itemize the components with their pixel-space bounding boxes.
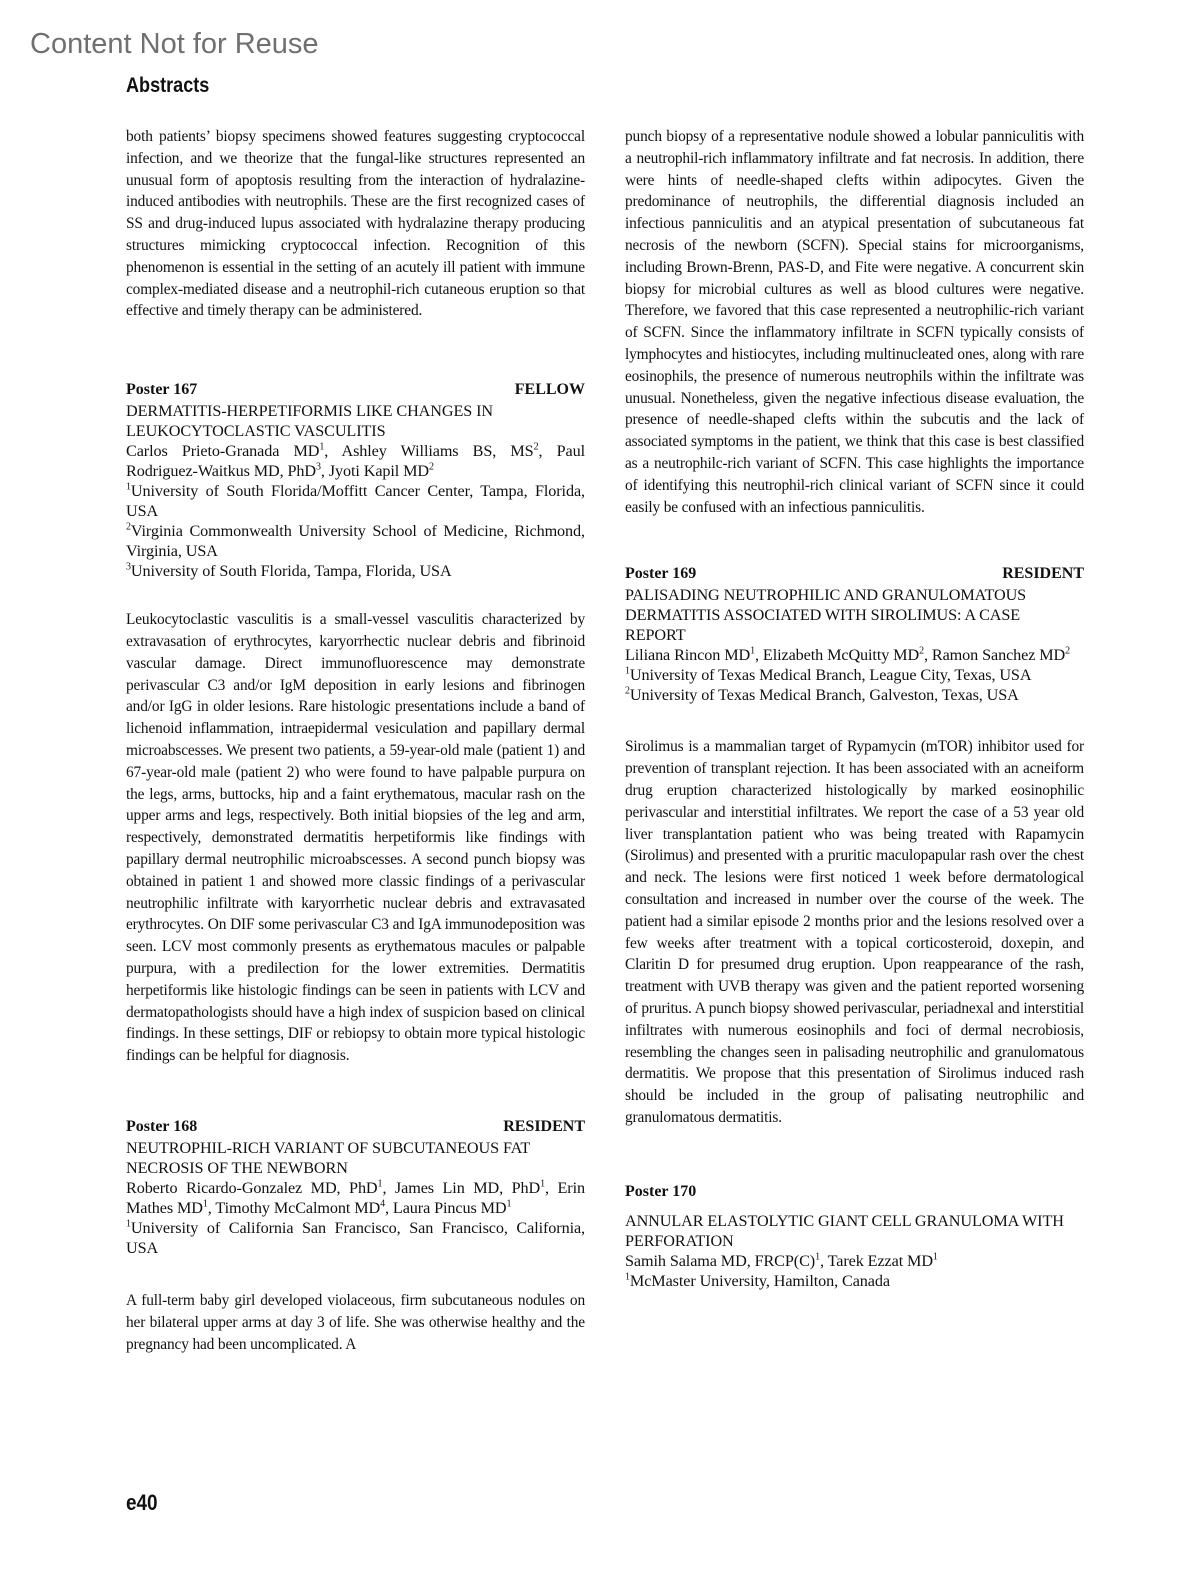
- abstract-text: Sirolimus is a mammalian target of Rypamycin (mTOR) inhibitor used for prevention of transplant rejection. It has been associated with an acneiform drug eruption characterized histologically by marked eosinophilic perivascular and interstitial infiltrates. We report the case of a 53 year old liver transplantation patient who was being treated with Rapamycin (Sirolimus) and presented with a pruritic maculopapular rash over the chest and neck. The lesions were first noticed 1 week before dermatological consultation and increased in number over the course of the week. The patient had a similar episode 2 months prior and the lesions resolved over a few weeks after treatment with a topical corticosteroid, doxepin, and Claritin D for presumed drug eruption. Upon reappearance of the rash, treatment with UVB therapy was given and the patient reported worsening of pruritus. A punch biopsy showed perivascular, periadnexal and interstitial infiltrates with numerous eosinophils and foci of dermal necrobiosis, resembling the changes seen in palisading neutrophilic and granulomatous dermatitis. We propose that this presentation of Sirolimus induced rash should be included in the group of palisating neutrophilic and granulomatous dermatitis.: [625, 738, 1084, 1126]
- author-affiliation-marker: 1: [319, 441, 325, 453]
- poster-number: Poster 167: [126, 381, 198, 399]
- section-heading: Abstracts: [126, 74, 210, 97]
- poster-title: PALISADING NEUTROPHILIC AND GRANULOMATOUS DERMATITIS ASSOCIATED WITH SIROLIMUS: A CASE REPORT: [625, 586, 1027, 645]
- affiliation-text: University of Texas Medical Branch, Galveston, Texas, USA: [629, 686, 1019, 705]
- affiliation-text: University of South Florida/Moffitt Cancer Center, Tampa, Florida, USA: [126, 482, 585, 521]
- author-name: Samih Salama MD, FRCP(C): [625, 1251, 816, 1270]
- author-affiliation-marker: 2: [533, 441, 539, 453]
- affiliation-text: McMaster University, Hamilton, Canada: [629, 1271, 890, 1290]
- affiliation: [625, 685, 1084, 705]
- author-name: Carlos Prieto-Granada MD: [126, 442, 320, 461]
- abstract-text: A full-term baby girl developed violaceous, firm subcutaneous nodules on her bilateral upper arms at day 3 of life. She was otherwise healthy and the pregnancy had been uncomplicated. A: [126, 1291, 585, 1353]
- author-affiliation-marker: 2: [429, 461, 434, 473]
- affiliation-text: Virginia Commonwealth University School of Medicine, Richmond, Virginia, USA: [126, 522, 585, 561]
- author-list: Carlos Prieto-Granada $MD^1$, Ashley Williams BS, $MS^2$, Paul Rodriguez-Waitkus MD, PhD$^3$, Jyoti Kapil $MD^2$: [126, 441, 586, 481]
- author-affiliation-marker: 1: [540, 1178, 545, 1190]
- watermark: Content Not for Reuse: [30, 28, 319, 60]
- poster-number: Poster 168: [126, 1117, 198, 1135]
- continued-paragraph: punch biopsy of a representative nodule showed a lobular panniculitis with a neutrophil-rich inflammatory infiltrate and fat necrosis. In addition, there were hints of needle-shaped clefts within adipocytes. Given the predominance of neutrophils, the differential diagnosis included an infectious panniculitis and an atypical presentation of subcutaneous fat necrosis of the newborn (SCFN). Special stains for microorganisms, including Brown-Brenn, PAS-D, and Fite were negative. A concurrent skin biopsy for microbial cultures as well as blood cultures were negative. Therefore, we favored that this case represented a neutrophilic-rich variant of SCFN. Since the inflammatory infiltrate in SCFN typically consists of lymphocytes and histiocytes, including multinucleated ones, along with rare eosinophils, the presence of numerous neutrophils within the infiltrate was unusual. Nonetheless, given the negative infectious disease evaluation, the presence of needle-shaped clefts within the subcutis and the lack of associated symptoms in the patient, we think that this case is best classified as a neutrophilc-rich variant of SCFN. This case highlights the importance of identifying this neutrophil-rich clinical variant of SCFN since it could easily be confused with an infectious panniculitis.: [625, 128, 1084, 516]
- affiliation-marker: 1: [126, 1218, 131, 1230]
- author-list: Samih Salama MD, $FRCP(C)^1$, Tarek Ezzat $MD^1$: [625, 1251, 938, 1270]
- author-affiliation-marker: 1: [750, 645, 755, 657]
- poster-168: [126, 1116, 585, 1355]
- author-affiliation-marker: 1: [202, 1198, 208, 1210]
- author-name: Liliana Rincon MD: [625, 646, 751, 665]
- poster-170: [625, 1181, 1084, 1291]
- author-name: Ashley Williams BS, MS: [341, 442, 534, 461]
- author-name: Roberto Ricardo-Gonzalez MD, PhD: [126, 1178, 378, 1197]
- author-list: Roberto Ricardo-Gonzalez MD, PhD$^1$, James Lin MD, PhD$^1$, Erin Mathes $MD^1$, Timothy McCalmont $MD^4$, Laura Pincus $MD^1$: [126, 1178, 585, 1217]
- page-number: e40: [126, 1490, 158, 1515]
- poster-category: FELLOW: [514, 381, 585, 399]
- affiliation-marker: 1: [625, 665, 630, 677]
- author-name: Timothy McCalmont MD: [215, 1198, 381, 1217]
- affiliation-list: [625, 665, 1084, 705]
- affiliation-marker: 1: [126, 481, 131, 493]
- affiliation: [625, 1271, 1084, 1291]
- affiliation: [126, 1218, 585, 1258]
- left-column: [126, 126, 585, 1355]
- right-column: [625, 126, 1084, 1291]
- author-affiliation-marker: 2: [1065, 645, 1071, 657]
- poster-header: [126, 1116, 585, 1137]
- author-name: Laura Pincus MD: [392, 1198, 507, 1217]
- poster-title: DERMATITIS-HERPETIFORMIS LIKE CHANGES IN LEUKOCYTOCLASTIC VASCULITIS: [126, 402, 493, 441]
- author-name: Erin Mathes MD: [126, 1178, 585, 1217]
- affiliation-marker: 2: [126, 521, 131, 533]
- author-affiliation-marker: 2: [919, 645, 924, 657]
- author-name: James Lin MD, PhD: [394, 1178, 541, 1197]
- affiliation-text: University of South Florida, Tampa, Florida, USA: [130, 562, 452, 581]
- affiliation-list: [126, 1218, 585, 1258]
- author-affiliation-marker: 1: [815, 1251, 820, 1263]
- affiliation-marker: 3: [126, 561, 131, 573]
- author-name: Paul Rodriguez-Waitkus MD, PhD: [126, 442, 586, 481]
- author-affiliation-marker: 1: [377, 1178, 383, 1190]
- poster-169: [625, 563, 1084, 1128]
- affiliation-text: University of California San Francisco, San Francisco, California, USA: [126, 1218, 585, 1257]
- poster-header: [625, 563, 1084, 584]
- author-affiliation-marker: 3: [315, 461, 321, 473]
- author-name: Jyoti Kapil MD: [328, 462, 430, 481]
- author-affiliation-marker: 4: [380, 1198, 386, 1210]
- poster-title: NEUTROPHIL-RICH VARIANT OF SUBCUTANEOUS FAT NECROSIS OF THE NEWBORN: [126, 1138, 530, 1177]
- affiliation-list: [625, 1271, 1084, 1291]
- affiliation-text: University of Texas Medical Branch, League City, Texas, USA: [629, 666, 1032, 685]
- poster-167: [126, 379, 585, 1067]
- poster-number: Poster 169: [625, 565, 697, 583]
- intro-paragraph: both patients’ biopsy specimens showed features suggesting cryptococcal infection, and we theorize that the fungal-like structures represented an unusual form of apoptosis resulting from the interaction of hydralazine-induced antibodies with neutrophils. These are the first recognized cases of SS and drug-induced lupus associated with hydralazine therapy producing structures mimicking cryptococcal infection. Recognition of this phenomenon is essential in the setting of an acutely ill patient with immune complex-mediated disease and a neutrophil-rich cutaneous eruption so that effective and timely therapy can be administered.: [126, 128, 585, 320]
- affiliation: [126, 521, 585, 561]
- poster-header: [126, 379, 585, 400]
- poster-header: [625, 1181, 1084, 1202]
- affiliation-list: [126, 481, 585, 581]
- affiliation: [126, 561, 585, 581]
- affiliation: [625, 665, 1084, 685]
- affiliation-marker: 1: [625, 1271, 630, 1283]
- author-name: Tarek Ezzat MD: [827, 1251, 933, 1270]
- author-affiliation-marker: 1: [932, 1251, 938, 1263]
- affiliation-marker: 2: [625, 685, 630, 697]
- poster-number: Poster 170: [625, 1182, 697, 1200]
- author-affiliation-marker: 1: [506, 1198, 512, 1210]
- poster-title: ANNULAR ELASTOLYTIC GIANT CELL GRANULOMA WITH PERFORATION: [625, 1211, 1064, 1250]
- abstract-text: Leukocytoclastic vasculitis is a small-vessel vasculitis characterized by extravasation of erythrocytes, karyorrhectic nuclear debris and fibrinoid vascular damage. Direct immunofluorescence may demonstrate perivascular C3 and/or IgM deposition in early lesions and fibrinogen and/or IgG in older lesions. Rare histologic presentations include a band of lichenoid inflammation, intraepidermal vesiculation and papillary dermal microabscesses. We present two patients, a 59-year-old male (patient 1) and 67-year-old male (patient 2) who were found to have palpable purpura on the legs, arms, buttocks, hip and a faint erythematous, macular rash on the upper arms and legs, respectively. Both initial biopsies of the leg and arm, respectively, demonstrated dermatitis herpetiformis like findings with papillary dermal neutrophilic microabscesses. A second punch biopsy was obtained in patient 1 and showed more classic findings of a perivascular neutrophilic infiltrate with karyorrhetic nuclear debris and extravasated erythrocytes. On DIF some perivascular C3 and IgA immunodeposition was seen. LCV most commonly presents as erythematous macules or palpable purpura, with a predilection for the lower extremities. Dermatitis herpetiformis like histologic findings can be seen in patients with LCV and dermatopathologists should have a high index of suspicion based on clinical findings. In these settings, DIF or rebiopsy to obtain more typical histologic findings can be helpful for diagnosis.: [126, 611, 585, 1065]
- affiliation: [126, 481, 585, 521]
- author-list: Liliana Rincon $MD^1$, Elizabeth McQuitty $MD^2$, Ramon Sanchez $MD^2$: [625, 645, 1071, 665]
- author-name: Elizabeth McQuitty MD: [762, 646, 920, 665]
- poster-category: RESIDENT: [1002, 565, 1084, 583]
- author-name: Ramon Sanchez MD: [931, 646, 1066, 665]
- poster-category: RESIDENT: [503, 1117, 585, 1135]
